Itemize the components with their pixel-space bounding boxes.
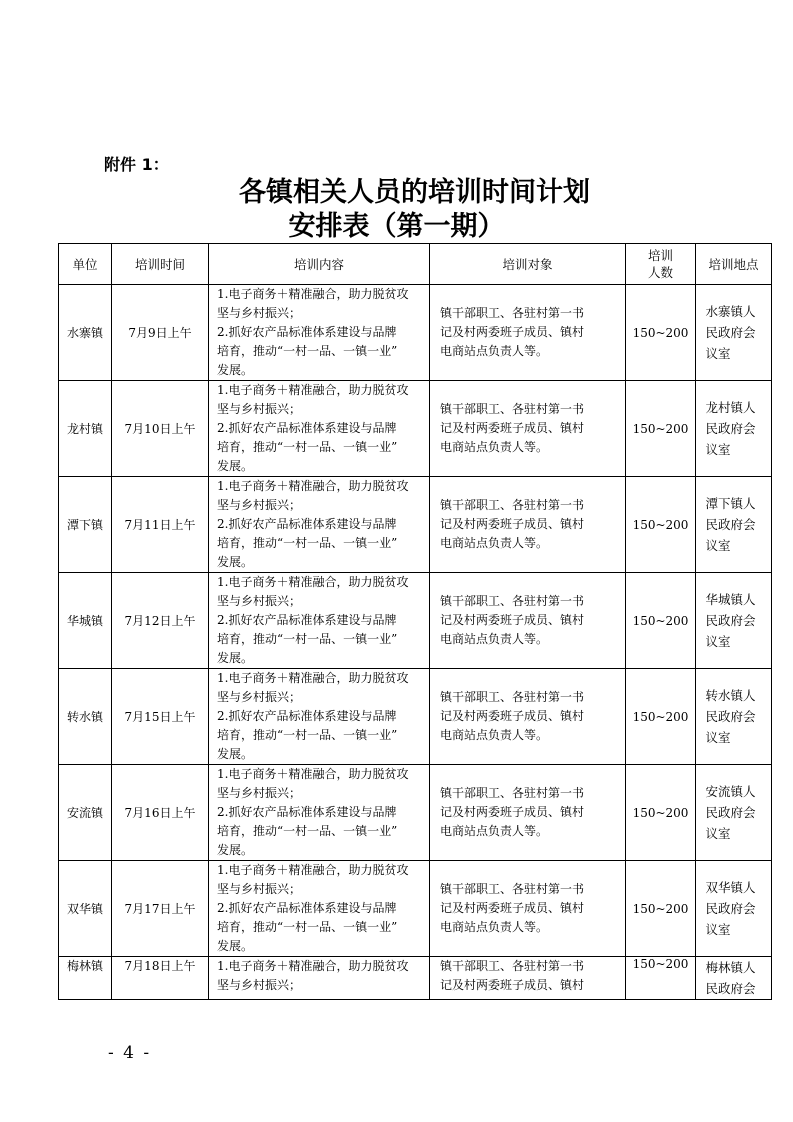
table-row <box>59 573 772 669</box>
content-line: 发展。 <box>217 651 254 665</box>
header-time: 培训时间 <box>112 244 209 285</box>
content-line: 2.抓好农产品标准体系建设与品牌 <box>217 421 397 435</box>
location-line: 民政府会 <box>705 901 756 916</box>
target-line: 记及村两委班子成员、镇村 <box>440 901 585 915</box>
content-line: 培育，推动“一村一品、一镇一业” <box>217 344 398 358</box>
content-line: 1.电子商务＋精准融合，助力脱贫攻 <box>217 863 409 877</box>
content-line: 培育，推动“一村一品、一镇一业” <box>217 920 398 934</box>
content-line: 发展。 <box>217 363 254 377</box>
training-location <box>696 285 772 381</box>
training-target <box>430 669 626 765</box>
training-time: 7月15日上午 <box>112 669 209 765</box>
location-line: 双华镇人 <box>705 880 756 895</box>
target-line: 记及村两委班子成员、镇村 <box>440 517 585 531</box>
attachment-label: 附件 1： <box>104 155 169 174</box>
target-line: 电商站点负责人等。 <box>440 920 549 934</box>
target-line: 镇干部职工、各驻村第一书 <box>440 306 585 320</box>
content-line: 1.电子商务＋精准融合，助力脱贫攻 <box>217 767 409 781</box>
content-line: 1.电子商务＋精准融合，助力脱贫攻 <box>217 575 409 589</box>
header-unit: 单位 <box>59 244 112 285</box>
training-location <box>696 669 772 765</box>
target-line: 电商站点负责人等。 <box>440 344 549 358</box>
content-line: 发展。 <box>217 939 254 953</box>
training-time: 7月9日上午 <box>112 285 209 381</box>
target-line: 镇干部职工、各驻村第一书 <box>440 594 585 608</box>
table-row <box>59 765 772 861</box>
town-name: 水寨镇 <box>59 285 112 381</box>
table-row <box>59 957 772 1000</box>
content-line: 2.抓好农产品标准体系建设与品牌 <box>217 325 397 339</box>
content-line: 发展。 <box>217 555 254 569</box>
header-target: 培训对象 <box>430 244 626 285</box>
town-name: 双华镇 <box>59 861 112 957</box>
training-time: 7月17日上午 <box>112 861 209 957</box>
participant-count: 150~200 <box>626 477 696 573</box>
training-target <box>430 477 626 573</box>
participant-count: 150~200 <box>626 957 696 1000</box>
header-count-line1: 培训 <box>647 248 673 263</box>
location-line: 龙村镇人 <box>705 400 756 415</box>
training-target <box>430 381 626 477</box>
training-location <box>696 957 772 1000</box>
training-content <box>209 573 430 669</box>
training-location <box>696 477 772 573</box>
location-line: 议室 <box>705 922 731 937</box>
location-line: 安流镇人 <box>705 784 756 799</box>
document-title-line2: 安排表（第一期） <box>288 211 505 242</box>
training-content <box>209 381 430 477</box>
table-row <box>59 477 772 573</box>
training-time: 7月12日上午 <box>112 573 209 669</box>
document-title-line1: 各镇相关人员的培训时间计划 <box>239 177 590 208</box>
location-line: 民政府会 <box>705 613 756 628</box>
training-time: 7月18日上午 <box>112 957 209 1000</box>
location-line: 议室 <box>705 538 731 553</box>
training-target <box>430 957 626 1000</box>
target-line: 电商站点负责人等。 <box>440 440 549 454</box>
location-line: 转水镇人 <box>705 688 756 703</box>
target-line: 记及村两委班子成员、镇村 <box>440 613 585 627</box>
content-line: 坚与乡村振兴； <box>217 594 302 608</box>
target-line: 镇干部职工、各驻村第一书 <box>440 959 585 973</box>
content-line: 坚与乡村振兴； <box>217 306 302 320</box>
content-line: 1.电子商务＋精准融合，助力脱贫攻 <box>217 287 409 301</box>
location-line: 议室 <box>705 634 731 649</box>
content-line: 坚与乡村振兴； <box>217 786 302 800</box>
table-header-row <box>59 244 772 285</box>
town-name: 梅林镇 <box>59 957 112 1000</box>
target-line: 电商站点负责人等。 <box>440 632 549 646</box>
location-line: 议室 <box>705 346 731 361</box>
location-line: 议室 <box>705 730 731 745</box>
target-line: 镇干部职工、各驻村第一书 <box>440 882 585 896</box>
content-line: 2.抓好农产品标准体系建设与品牌 <box>217 613 397 627</box>
location-line: 华城镇人 <box>705 592 756 607</box>
training-time: 7月10日上午 <box>112 381 209 477</box>
participant-count: 150~200 <box>626 669 696 765</box>
table-row <box>59 861 772 957</box>
content-line: 坚与乡村振兴； <box>217 498 302 512</box>
training-schedule-table <box>58 243 772 1000</box>
content-line: 1.电子商务＋精准融合，助力脱贫攻 <box>217 671 409 685</box>
target-line: 电商站点负责人等。 <box>440 728 549 742</box>
content-line: 培育，推动“一村一品、一镇一业” <box>217 824 398 838</box>
target-line: 电商站点负责人等。 <box>440 824 549 838</box>
training-content <box>209 669 430 765</box>
town-name: 华城镇 <box>59 573 112 669</box>
location-line: 水寨镇人 <box>705 304 756 319</box>
location-line: 民政府会 <box>705 981 756 996</box>
content-line: 坚与乡村振兴； <box>217 402 302 416</box>
content-line: 1.电子商务＋精准融合，助力脱贫攻 <box>217 479 409 493</box>
participant-count: 150~200 <box>626 765 696 861</box>
content-line: 2.抓好农产品标准体系建设与品牌 <box>217 517 397 531</box>
page-number: - 4 - <box>108 1043 152 1063</box>
town-name: 龙村镇 <box>59 381 112 477</box>
content-line: 坚与乡村振兴； <box>217 882 302 896</box>
content-line: 2.抓好农产品标准体系建设与品牌 <box>217 709 397 723</box>
training-content <box>209 765 430 861</box>
training-target <box>430 861 626 957</box>
training-content <box>209 861 430 957</box>
location-line: 民政府会 <box>705 325 756 340</box>
location-line: 民政府会 <box>705 709 756 724</box>
target-line: 记及村两委班子成员、镇村 <box>440 421 585 435</box>
header-count-line2: 人数 <box>647 265 673 280</box>
training-content <box>209 957 430 1000</box>
target-line: 记及村两委班子成员、镇村 <box>440 978 585 992</box>
content-line: 1.电子商务＋精准融合，助力脱贫攻 <box>217 383 409 397</box>
participant-count: 150~200 <box>626 573 696 669</box>
header-count <box>626 244 696 285</box>
header-content: 培训内容 <box>209 244 430 285</box>
target-line: 镇干部职工、各驻村第一书 <box>440 690 585 704</box>
content-line: 坚与乡村振兴； <box>217 690 302 704</box>
content-line: 发展。 <box>217 747 254 761</box>
location-line: 议室 <box>705 442 731 457</box>
content-line: 2.抓好农产品标准体系建设与品牌 <box>217 901 397 915</box>
training-location <box>696 861 772 957</box>
content-line: 发展。 <box>217 843 254 857</box>
training-content <box>209 477 430 573</box>
town-name: 转水镇 <box>59 669 112 765</box>
location-line: 潭下镇人 <box>705 496 756 511</box>
training-location <box>696 381 772 477</box>
location-line: 民政府会 <box>705 805 756 820</box>
target-line: 镇干部职工、各驻村第一书 <box>440 402 585 416</box>
town-name: 安流镇 <box>59 765 112 861</box>
content-line: 1.电子商务＋精准融合，助力脱贫攻 <box>217 959 409 973</box>
training-time: 7月16日上午 <box>112 765 209 861</box>
location-line: 议室 <box>705 826 731 841</box>
target-line: 记及村两委班子成员、镇村 <box>440 709 585 723</box>
participant-count: 150~200 <box>626 285 696 381</box>
town-name: 潭下镇 <box>59 477 112 573</box>
table-row <box>59 285 772 381</box>
content-line: 发展。 <box>217 459 254 473</box>
target-line: 记及村两委班子成员、镇村 <box>440 805 585 819</box>
table-row <box>59 669 772 765</box>
location-line: 民政府会 <box>705 421 756 436</box>
target-line: 镇干部职工、各驻村第一书 <box>440 498 585 512</box>
training-content <box>209 285 430 381</box>
training-target <box>430 573 626 669</box>
training-location <box>696 573 772 669</box>
content-line: 培育，推动“一村一品、一镇一业” <box>217 728 398 742</box>
location-line: 梅林镇人 <box>705 960 756 975</box>
target-line: 电商站点负责人等。 <box>440 536 549 550</box>
location-line: 民政府会 <box>705 517 756 532</box>
target-line: 记及村两委班子成员、镇村 <box>440 325 585 339</box>
training-target <box>430 765 626 861</box>
target-line: 镇干部职工、各驻村第一书 <box>440 786 585 800</box>
header-location: 培训地点 <box>696 244 772 285</box>
content-line: 坚与乡村振兴； <box>217 978 302 992</box>
participant-count: 150~200 <box>626 381 696 477</box>
table-row <box>59 381 772 477</box>
participant-count: 150~200 <box>626 861 696 957</box>
training-target <box>430 285 626 381</box>
training-location <box>696 765 772 861</box>
training-time: 7月11日上午 <box>112 477 209 573</box>
content-line: 培育，推动“一村一品、一镇一业” <box>217 536 398 550</box>
content-line: 培育，推动“一村一品、一镇一业” <box>217 440 398 454</box>
content-line: 2.抓好农产品标准体系建设与品牌 <box>217 805 397 819</box>
content-line: 培育，推动“一村一品、一镇一业” <box>217 632 398 646</box>
